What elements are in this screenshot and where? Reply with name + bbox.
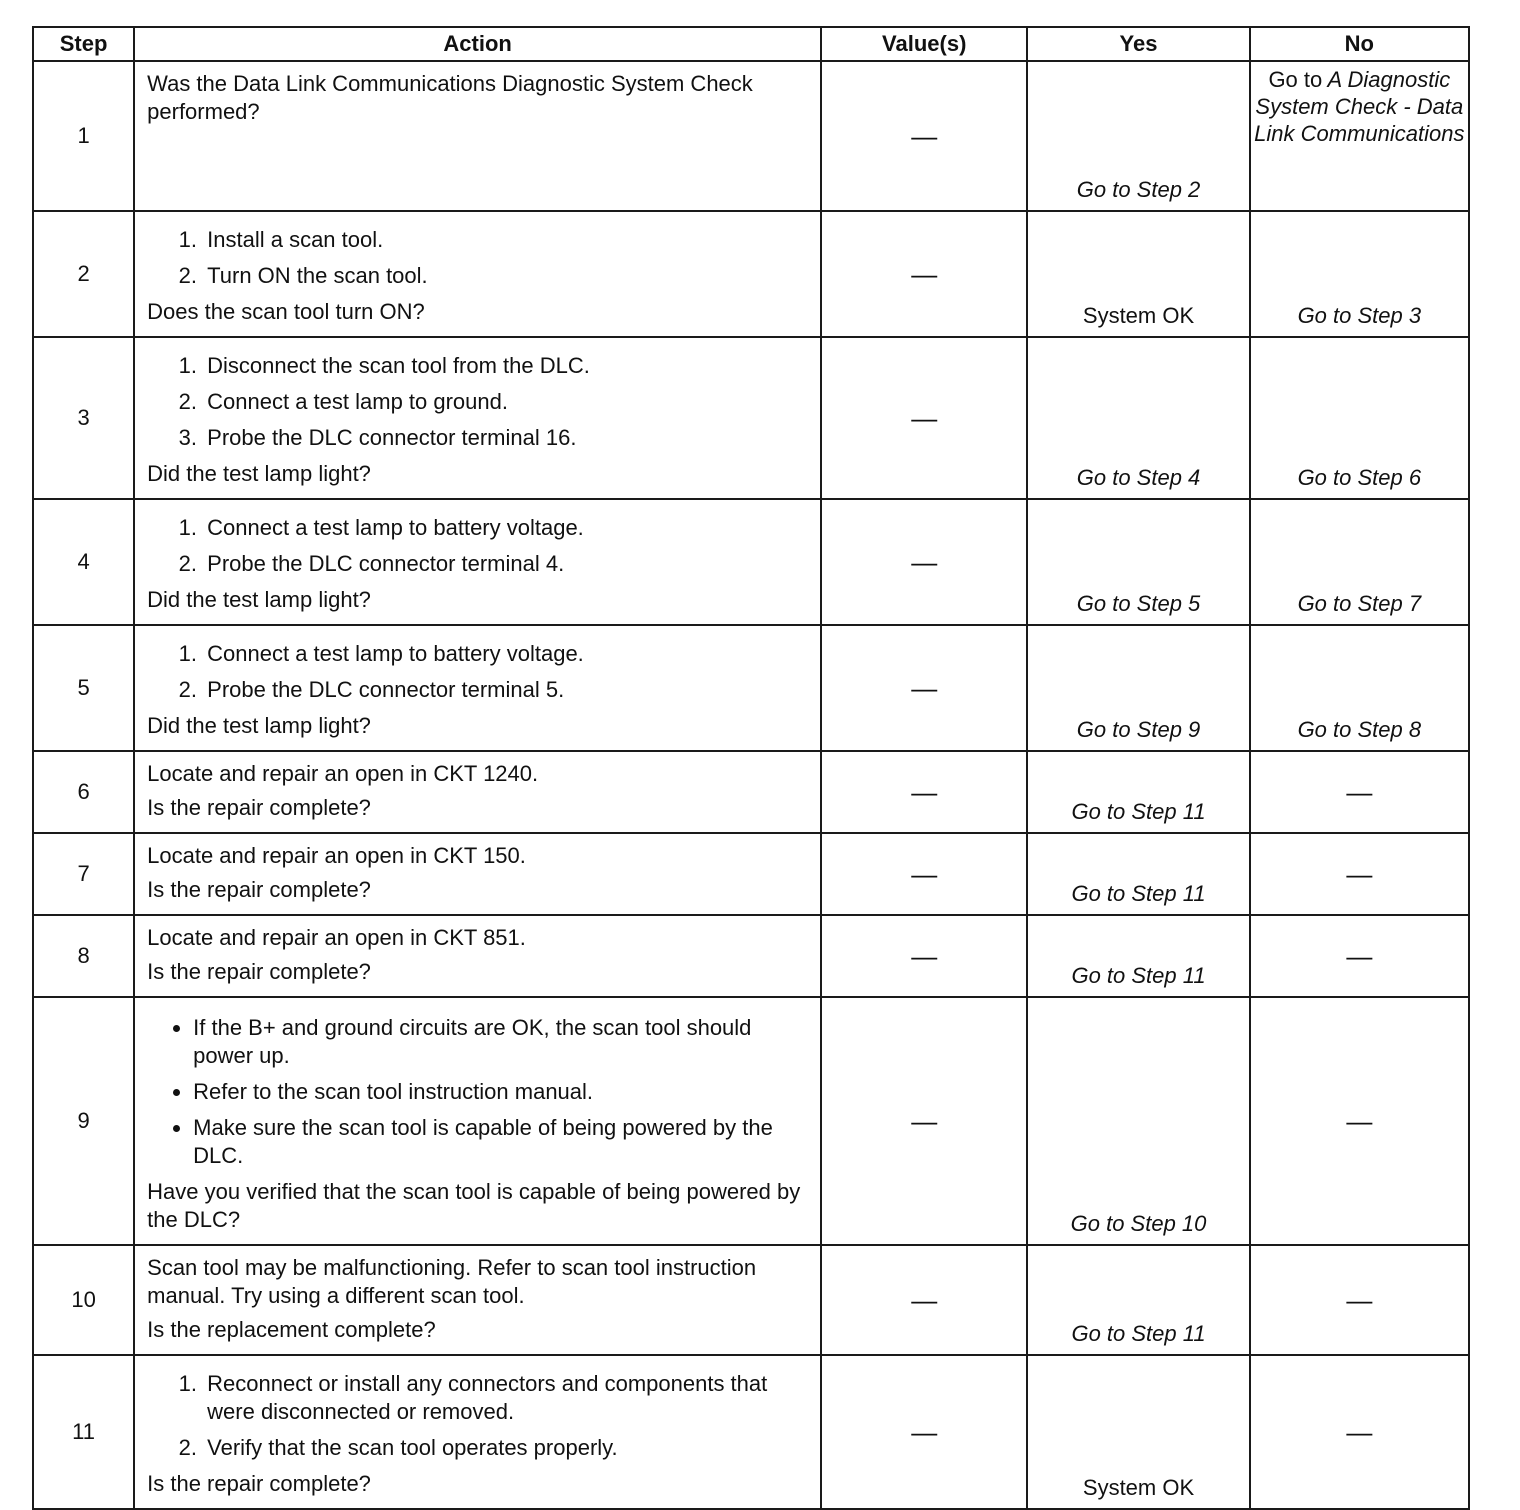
action-bullet: • Refer to the scan tool instruction manual.: [193, 1078, 808, 1106]
action-cell: [134, 499, 821, 625]
no-cell: —: [1250, 1245, 1469, 1355]
table-row-step-3: [33, 337, 1469, 499]
action-step: 2. Turn ON the scan tool.: [203, 262, 808, 290]
table-row-step-5: [33, 625, 1469, 751]
value-cell: —: [821, 915, 1027, 997]
yes-cell: Go to Step 11: [1027, 833, 1249, 915]
table-row-step-1: [33, 61, 1469, 211]
action-text: Scan tool may be malfunctioning. Refer to scan tool instruction manual. Try using a different scan tool.: [147, 1255, 757, 1308]
step-number: 6: [33, 751, 134, 833]
action-cell: [134, 997, 821, 1245]
action-question: Is the repair complete?: [147, 795, 371, 820]
action-text: Locate and repair an open in CKT 1240.: [147, 761, 539, 786]
action-question: Did the test lamp light?: [147, 713, 371, 738]
action-cell: [134, 751, 821, 833]
action-step: 2. Probe the DLC connector terminal 5.: [203, 676, 808, 704]
action-question: Is the replacement complete?: [147, 1317, 436, 1342]
action-step: 1. Connect a test lamp to battery voltage.: [203, 640, 808, 668]
yes-cell: Go to Step 4: [1027, 337, 1249, 499]
action-steps: [147, 352, 808, 452]
header-no: No: [1250, 27, 1469, 61]
action-step: 2. Verify that the scan tool operates properly.: [203, 1434, 808, 1462]
yes-cell: System OK: [1027, 1355, 1249, 1509]
no-cell: —: [1250, 751, 1469, 833]
action-question: Did the test lamp light?: [147, 587, 371, 612]
no-cell: Go to Step 8: [1250, 625, 1469, 751]
table-row-step-6: [33, 751, 1469, 833]
step-number: 11: [33, 1355, 134, 1509]
action-step: 2. Probe the DLC connector terminal 4.: [203, 550, 808, 578]
action-steps: [147, 514, 808, 578]
no-cell: —: [1250, 833, 1469, 915]
action-bullet: • Make sure the scan tool is capable of being powered by the DLC.: [193, 1114, 808, 1170]
table-row-step-7: [33, 833, 1469, 915]
value-cell: —: [821, 499, 1027, 625]
table-row-step-10: [33, 1245, 1469, 1355]
action-question: Have you verified that the scan tool is capable of being powered by the DLC?: [147, 1179, 801, 1232]
yes-cell: Go to Step 10: [1027, 997, 1249, 1245]
action-step: 2. Connect a test lamp to ground.: [203, 388, 808, 416]
table-row-step-11: [33, 1355, 1469, 1509]
table-row-step-8: [33, 915, 1469, 997]
action-step: 1. Connect a test lamp to battery voltage.: [203, 514, 808, 542]
action-step: 1. Install a scan tool.: [203, 226, 808, 254]
header-step: Step: [33, 27, 134, 61]
no-cell: Go to Step 7: [1250, 499, 1469, 625]
value-cell: —: [821, 1355, 1027, 1509]
value-cell: —: [821, 997, 1027, 1245]
yes-cell: Go to Step 11: [1027, 915, 1249, 997]
action-cell: [134, 1245, 821, 1355]
no-cell: —: [1250, 997, 1469, 1245]
value-cell: —: [821, 751, 1027, 833]
action-cell: [134, 625, 821, 751]
action-cell: [134, 915, 821, 997]
action-step: 1. Reconnect or install any connectors and components that were disconnected or removed.: [203, 1370, 808, 1426]
action-bullets: [147, 1014, 808, 1170]
no-cell: Go to Step 6: [1250, 337, 1469, 499]
no-cell: —: [1250, 915, 1469, 997]
step-number: 5: [33, 625, 134, 751]
value-cell: —: [821, 337, 1027, 499]
header-row: [33, 27, 1469, 61]
step-number: 9: [33, 997, 134, 1245]
action-text: Locate and repair an open in CKT 150.: [147, 843, 526, 868]
action-text: Was the Data Link Communications Diagnostic System Check performed?: [147, 71, 753, 124]
no-cell: —: [1250, 1355, 1469, 1509]
value-cell: —: [821, 833, 1027, 915]
no-cell: Go to Step 3: [1250, 211, 1469, 337]
yes-cell: Go to Step 5: [1027, 499, 1249, 625]
table-row-step-4: [33, 499, 1469, 625]
action-question: Is the repair complete?: [147, 1471, 371, 1496]
value-cell: —: [821, 61, 1027, 211]
step-number: 7: [33, 833, 134, 915]
step-number: 4: [33, 499, 134, 625]
yes-cell: Go to Step 9: [1027, 625, 1249, 751]
action-question: Is the repair complete?: [147, 959, 371, 984]
action-cell: [134, 833, 821, 915]
yes-cell: Go to Step 2: [1027, 61, 1249, 211]
table-row-step-2: [33, 211, 1469, 337]
yes-cell: System OK: [1027, 211, 1249, 337]
action-step: 3. Probe the DLC connector terminal 16.: [203, 424, 808, 452]
value-cell: —: [821, 625, 1027, 751]
step-number: 1: [33, 61, 134, 211]
action-steps: [147, 640, 808, 704]
yes-cell: Go to Step 11: [1027, 751, 1249, 833]
value-cell: —: [821, 211, 1027, 337]
action-cell: [134, 337, 821, 499]
action-cell: [134, 1355, 821, 1509]
action-steps: [147, 226, 808, 290]
action-step: 1. Disconnect the scan tool from the DLC.: [203, 352, 808, 380]
table-row-step-9: [33, 997, 1469, 1245]
action-question: Did the test lamp light?: [147, 461, 371, 486]
step-number: 2: [33, 211, 134, 337]
diagnostic-table: [32, 26, 1470, 1510]
header-values: Value(s): [821, 27, 1027, 61]
step-number: 3: [33, 337, 134, 499]
action-cell: [134, 211, 821, 337]
action-question: Is the repair complete?: [147, 877, 371, 902]
step-number: 10: [33, 1245, 134, 1355]
header-action: Action: [134, 27, 821, 61]
yes-cell: Go to Step 11: [1027, 1245, 1249, 1355]
action-cell: [134, 61, 821, 211]
action-question: Does the scan tool turn ON?: [147, 299, 425, 324]
action-steps: [147, 1370, 808, 1462]
action-bullet: • If the B+ and ground circuits are OK, the scan tool should power up.: [193, 1014, 808, 1070]
value-cell: —: [821, 1245, 1027, 1355]
header-yes: Yes: [1027, 27, 1249, 61]
no-cell: [1250, 61, 1469, 211]
no-link-text: A Diagnostic System Check - Data Link Communications: [1254, 67, 1465, 146]
no-prefix: Go to: [1268, 67, 1323, 92]
step-number: 8: [33, 915, 134, 997]
action-text: Locate and repair an open in CKT 851.: [147, 925, 526, 950]
